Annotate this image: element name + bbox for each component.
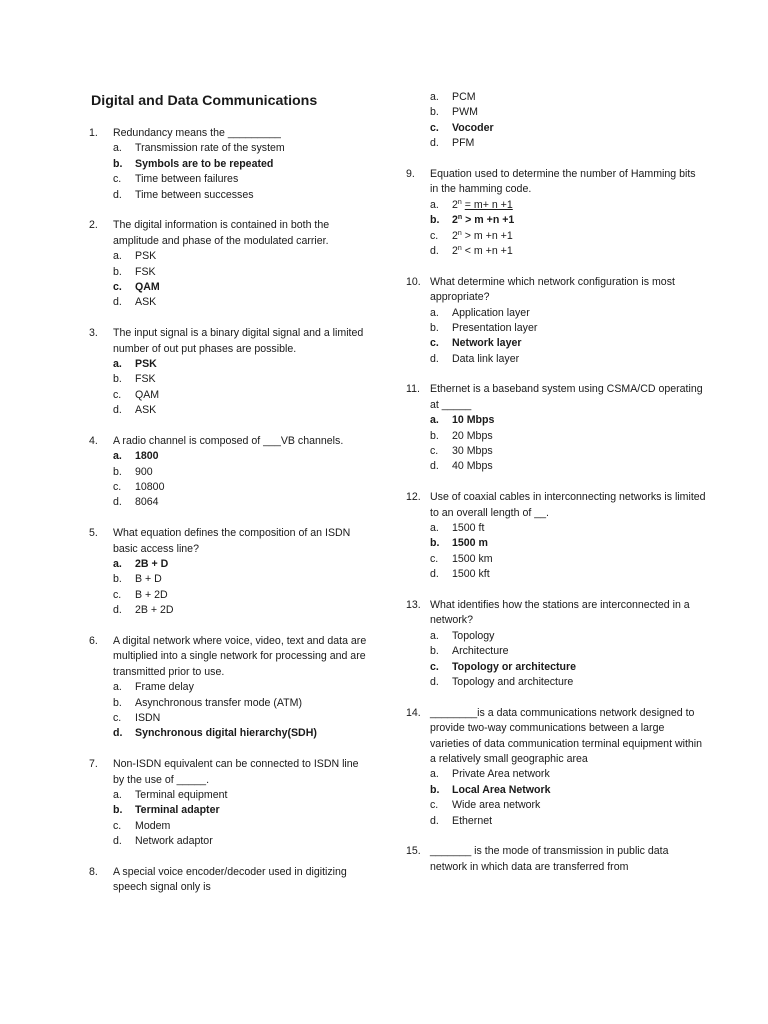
option-letter: c.: [430, 445, 439, 458]
option-text: Terminal adapter: [135, 804, 220, 817]
option-letter: d.: [430, 352, 439, 365]
question-number: 2.: [89, 219, 98, 232]
question-12: [406, 490, 706, 582]
equation-exponent: n: [457, 229, 462, 237]
option-text: Topology: [452, 629, 495, 642]
question-text: ________is a data communications network designed to provide two-way communications between a large varieties of data communication terminal equipment within a relatively small geographic area: [430, 706, 703, 765]
option-d: [430, 567, 706, 582]
option-c: [113, 588, 369, 603]
question-text: _______ is the mode of transmission in public data network in which data are transferred from: [430, 845, 669, 873]
equation-base: 2: [452, 198, 458, 211]
option-letter: a.: [430, 414, 439, 427]
left-column: [89, 126, 369, 911]
option-letter: b.: [113, 696, 122, 709]
option-a: [430, 521, 706, 536]
option-letter: b.: [113, 573, 122, 586]
option-text: Network layer: [452, 337, 522, 350]
option-letter: d.: [113, 496, 122, 509]
question-number: 7.: [89, 758, 98, 771]
option-letter: b.: [113, 465, 122, 478]
option-text: 10 Mbps: [452, 414, 495, 427]
option-text: 1500 kft: [452, 568, 490, 581]
option-letter: b.: [430, 783, 440, 796]
option-b: [430, 429, 706, 444]
option-a: [113, 788, 369, 803]
option-letter: d.: [430, 137, 439, 150]
question-number: 15.: [406, 845, 421, 858]
option-letter: a.: [113, 250, 122, 263]
option-letter: b.: [430, 537, 440, 550]
option-text: Wide area network: [452, 799, 541, 812]
question-15: [406, 844, 706, 875]
option-text: PCM: [452, 91, 476, 103]
question-6: [89, 634, 369, 742]
option-letter: a.: [113, 558, 122, 571]
option-text: ASK: [135, 404, 157, 417]
option-text: Ethernet: [452, 814, 493, 827]
option-text: Architecture: [452, 645, 509, 658]
question-number: 9.: [406, 167, 415, 180]
option-text: Synchronous digital hierarchy(SDH): [135, 727, 317, 740]
option-letter: a.: [113, 357, 122, 370]
option-text: > m +n +1: [465, 214, 515, 227]
question-8: [89, 865, 369, 896]
option-text: PWM: [452, 106, 478, 119]
option-letter: d.: [113, 604, 122, 617]
option-text: 30 Mbps: [452, 445, 493, 458]
question-number: 3.: [89, 327, 98, 340]
option-letter: b.: [113, 373, 122, 386]
option-letter: c.: [113, 388, 122, 401]
option-text: FSK: [135, 265, 156, 278]
option-text: 1500 km: [452, 552, 493, 565]
option-c-answer: [430, 336, 706, 351]
option-text: Presentation layer: [452, 321, 538, 334]
option-letter: a.: [430, 522, 439, 535]
question-number: 14.: [406, 706, 421, 719]
option-text: ASK: [135, 296, 157, 309]
option-letter: a.: [430, 198, 439, 211]
option-a: [430, 198, 706, 213]
option-letter: c.: [113, 712, 122, 725]
option-text: 1500 ft: [452, 522, 485, 535]
option-a-answer: [113, 357, 369, 372]
option-d-answer: [113, 726, 369, 741]
question-number: 8.: [89, 865, 98, 878]
option-a: [430, 90, 706, 105]
option-text: PSK: [135, 250, 157, 263]
option-text: Private Area network: [452, 768, 550, 781]
option-b: [113, 572, 369, 587]
option-text: B + D: [135, 573, 162, 586]
question-text: The digital information is contained in both the amplitude and phase of the modulated carrier.: [113, 219, 330, 247]
option-text: 2B + 2D: [135, 604, 174, 617]
option-letter: c.: [430, 552, 439, 565]
option-b-answer: [113, 803, 369, 818]
question-5: [89, 526, 369, 618]
option-text: Time between failures: [135, 173, 239, 186]
question-11: [406, 382, 706, 474]
option-letter: c.: [430, 660, 439, 673]
option-letter: b.: [113, 265, 122, 278]
option-b: [430, 321, 706, 336]
equation-base: 2: [452, 244, 458, 257]
option-text: FSK: [135, 373, 156, 386]
question-number: 12.: [406, 491, 421, 504]
question-number: 10.: [406, 275, 421, 288]
option-letter: c.: [430, 799, 439, 812]
option-b: [430, 644, 706, 659]
option-letter: b.: [430, 429, 439, 442]
option-a: [430, 767, 706, 782]
option-text: 1800: [135, 450, 159, 463]
option-a: [430, 629, 706, 644]
option-b: [113, 372, 369, 387]
option-letter: c.: [113, 173, 122, 186]
question-10: [406, 275, 706, 367]
question-number: 5.: [89, 527, 98, 540]
option-letter: a.: [113, 789, 122, 801]
option-letter: d.: [430, 244, 439, 257]
option-letter: b.: [430, 214, 440, 227]
option-text: Data link layer: [452, 352, 520, 365]
option-c: [113, 172, 369, 187]
option-text: PFM: [452, 137, 475, 150]
option-letter: d.: [430, 814, 439, 827]
option-text: QAM: [135, 280, 160, 293]
question-7: [89, 757, 369, 849]
option-text: Network adaptor: [135, 835, 213, 848]
option-letter: a.: [430, 91, 439, 103]
option-letter: a.: [430, 306, 439, 319]
option-letter: c.: [430, 337, 439, 350]
option-letter: d.: [430, 460, 439, 473]
question-text: What determine which network configuration is most appropriate?: [430, 275, 675, 304]
option-letter: d.: [113, 296, 122, 309]
option-letter: a.: [430, 768, 439, 781]
option-a: [113, 249, 369, 264]
option-letter: c.: [113, 280, 122, 293]
question-text: What identifies how the stations are interconnected in a network?: [430, 599, 690, 627]
option-c: [113, 480, 369, 495]
equation-exponent: n: [457, 198, 462, 206]
question-1: [89, 126, 369, 203]
option-letter: c.: [113, 588, 122, 601]
option-a: [113, 680, 369, 695]
option-b-answer: [430, 783, 706, 798]
option-c-answer: [430, 660, 706, 675]
option-c: [430, 798, 706, 813]
option-letter: d.: [113, 727, 123, 740]
option-c-answer: [430, 121, 706, 136]
question-number: 1.: [89, 127, 98, 139]
option-c: [113, 388, 369, 403]
question-number: 13.: [406, 599, 421, 612]
option-d: [430, 352, 706, 367]
question-text: A special voice encoder/decoder used in digitizing speech signal only is: [113, 865, 347, 894]
question-text: A radio channel is composed of ___VB channels.: [113, 434, 344, 447]
option-text: Modem: [135, 819, 171, 832]
option-d: [113, 603, 369, 618]
option-letter: d.: [113, 835, 122, 848]
option-d: [113, 188, 369, 203]
option-letter: d.: [113, 188, 122, 201]
option-b: [430, 105, 706, 120]
option-text: 2B + D: [135, 558, 169, 571]
question-4: [89, 434, 369, 511]
option-letter: a.: [113, 142, 122, 155]
option-c: [430, 444, 706, 459]
option-letter: d.: [430, 676, 439, 688]
option-text: 40 Mbps: [452, 460, 493, 473]
option-text: Frame delay: [135, 681, 194, 694]
question-text: Non-ISDN equivalent can be connected to ISDN line by the use of _____.: [113, 758, 359, 786]
option-text: > m +n +1: [464, 229, 513, 242]
option-letter: b.: [430, 106, 439, 119]
option-text: 10800: [135, 481, 165, 494]
question-text: Redundancy means the _________: [113, 127, 281, 139]
question-text: Use of coaxial cables in interconnecting networks is limited to an overall length of __.: [430, 491, 706, 519]
option-d: [430, 136, 706, 151]
option-text: Time between successes: [135, 188, 254, 201]
question-number: 4.: [89, 434, 98, 447]
option-text: 8064: [135, 496, 159, 509]
option-b: [113, 265, 369, 280]
option-a-answer: [113, 557, 369, 572]
option-letter: c.: [113, 481, 122, 494]
option-d: [430, 244, 706, 259]
option-a: [430, 306, 706, 321]
question-text: A digital network where voice, video, text and data are multiplied into a single network for processing and are transmitted prior to use.: [113, 635, 367, 678]
option-letter: c.: [430, 121, 439, 134]
option-text: QAM: [135, 388, 160, 401]
option-text: 900: [135, 465, 153, 478]
option-text: Transmission rate of the system: [135, 142, 285, 155]
option-d: [113, 295, 369, 310]
option-c: [430, 552, 706, 567]
option-letter: a.: [113, 450, 122, 463]
option-text: 1500 m: [452, 537, 488, 550]
equation-base: 2: [452, 214, 458, 227]
question-13: [406, 598, 706, 690]
option-b: [113, 465, 369, 480]
question-number: 11.: [406, 383, 420, 396]
option-d: [113, 403, 369, 418]
option-a-answer: [113, 449, 369, 464]
option-text: Symbols are to be repeated: [135, 157, 274, 170]
option-letter: b.: [113, 804, 123, 817]
question-text: Equation used to determine the number of Hamming bits in the hamming code.: [430, 167, 696, 196]
question-number: 6.: [89, 635, 98, 648]
option-d: [430, 459, 706, 474]
question-text: The input signal is a binary digital signal and a limited number of out put phases are possible.: [113, 327, 364, 355]
option-letter: b.: [430, 645, 439, 658]
option-a: [113, 141, 369, 156]
option-text: Vocoder: [452, 121, 494, 134]
equation-exponent: n: [457, 244, 462, 252]
option-c: [113, 819, 369, 834]
equation-exponent: n: [457, 214, 463, 222]
option-text: ISDN: [135, 712, 161, 725]
option-text: Terminal equipment: [135, 789, 228, 801]
option-text: Topology and architecture: [452, 676, 574, 688]
question-text: Ethernet is a baseband system using CSMA/CD operating at _____: [430, 383, 703, 411]
option-b: [113, 696, 369, 711]
option-d: [430, 675, 706, 690]
option-text: = m+ n +1: [464, 198, 513, 211]
option-text: Topology or architecture: [452, 660, 577, 673]
option-c: [113, 711, 369, 726]
option-b-answer: [430, 536, 706, 551]
right-column: [406, 90, 706, 891]
option-d: [430, 814, 706, 829]
question-9: [406, 167, 706, 259]
option-text: 20 Mbps: [452, 429, 493, 442]
question-2: [89, 218, 369, 310]
question-text: What equation defines the composition of an ISDN basic access line?: [113, 527, 351, 555]
option-c: [430, 229, 706, 244]
option-d: [113, 495, 369, 510]
page-title: Digital and Data Communications: [91, 93, 318, 109]
option-text: Local Area Network: [452, 783, 551, 796]
option-text: B + 2D: [135, 588, 168, 601]
option-text: Asynchronous transfer mode (ATM): [135, 696, 303, 709]
option-letter: d.: [430, 568, 439, 581]
option-letter: d.: [113, 404, 122, 417]
option-letter: b.: [113, 157, 123, 170]
option-c-answer: [113, 280, 369, 295]
question-14: [406, 706, 706, 829]
option-text: PSK: [135, 357, 157, 370]
option-letter: a.: [113, 681, 122, 694]
option-d: [113, 834, 369, 849]
option-letter: c.: [113, 819, 122, 832]
question-8-options: [406, 90, 706, 152]
option-b-answer: [113, 157, 369, 172]
option-b-answer: [430, 213, 706, 228]
option-letter: a.: [430, 629, 439, 642]
option-text: Application layer: [452, 306, 530, 319]
option-letter: c.: [430, 229, 439, 242]
option-a-answer: [430, 413, 706, 428]
option-text: < m +n +1: [464, 244, 513, 257]
option-letter: b.: [430, 321, 439, 334]
equation-base: 2: [452, 229, 458, 242]
question-3: [89, 326, 369, 418]
